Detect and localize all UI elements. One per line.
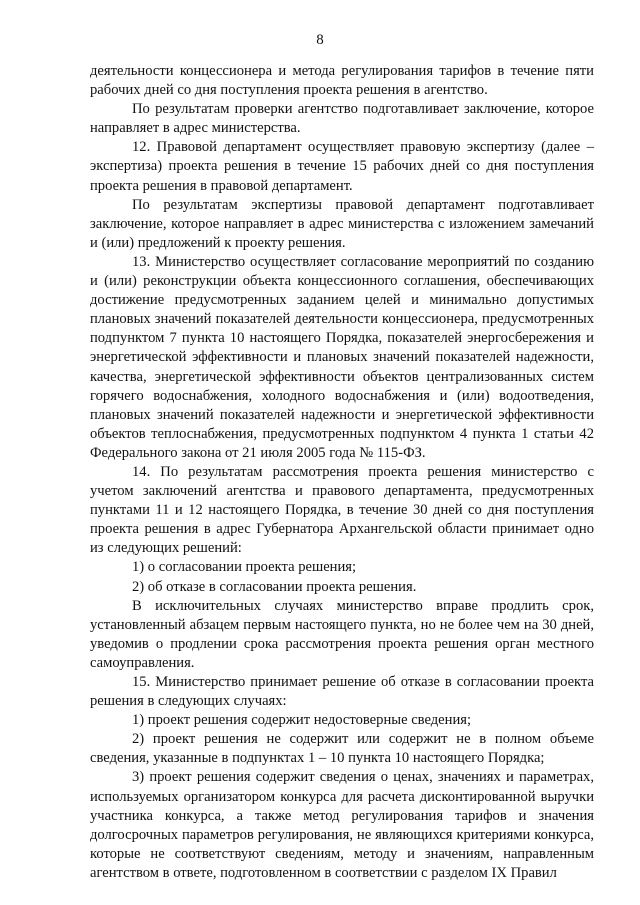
paragraph-item-14-option-2: 2) об отказе в согласовании проекта решения. (132, 578, 417, 595)
paragraph-legal-conclusion: По результатам экспертизы правовой департамент подготавливает заключение, которое направляет в адрес министерства с изложением замечаний и (или) предложений к проекту решения. (90, 196, 594, 251)
paragraph-continuation: деятельности концессионера и метода регулирования тарифов в течение пяти рабочих дней со дня поступления проекта решения в агентство. (90, 63, 594, 99)
paragraph-item-13: 13. Министерство осуществляет согласование мероприятий по созданию и (или) реконструкции объекта концессионного соглашения, обеспечивающих достижение предусмотренных заданием целей и минимально допустимых плановых значений показателей деятельности концессионера, предусмотренных подпунктом 7 пункта 10 настоящего Порядка, показателей энергосбережения и энергетической эффективности и плановых значений показателей надежности, качества, энергетической эффективности объектов централизованных систем горячего водоснабжения, холодного водоснабжения и (или) водоотведения, плановых значений показателей надежности и энергетической эффективности объектов теплоснабжения, предусмотренных подпунктом 4 пункта 1 статьи 42 Федерального закона от 21 июля 2005 года № 115-ФЗ. (90, 253, 594, 461)
paragraph-item-15-case-2: 2) проект решения не содержит или содержит не в полном объеме сведения, указанные в подпунктах 1 – 10 пункта 10 настоящего Порядка; (90, 731, 594, 767)
paragraph-agency-conclusion: По результатам проверки агентство подготавливает заключение, которое направляет в адрес министерства. (90, 101, 594, 137)
paragraph-item-15: 15. Министерство принимает решение об отказе в согласовании проекта решения в следующих случаях: (90, 674, 594, 710)
paragraph-item-14: 14. По результатам рассмотрения проекта решения министерство с учетом заключений агентства и правового департамента, предусмотренных пунктами 11 и 12 настоящего Порядка, в течение 30 дней со дня поступления проекта решения в адрес Губернатора Архангельской области принимает одно из следующих решений: (90, 463, 594, 557)
page-number: 8 (316, 32, 324, 48)
paragraph-item-14-option-1: 1) о согласовании проекта решения; (132, 559, 357, 576)
paragraph-item-15-case-1: 1) проект решения содержит недостоверные сведения; (132, 712, 472, 729)
paragraph-item-12: 12. Правовой департамент осуществляет правовую экспертизу (далее – экспертиза) проекта решения в течение 15 рабочих дней со дня поступления проекта решения в правовой департамент. (90, 139, 594, 194)
document-body (90, 62, 594, 883)
paragraph-extension: В исключительных случаях министерство вправе продлить срок, установленный абзацем первым настоящего пункта, но не более чем на 30 дней, уведомив о продлении срока рассмотрения проекта решения орган местного самоуправления. (90, 597, 594, 671)
paragraph-item-15-case-3: 3) проект решения содержит сведения о ценах, значениях и параметрах, используемых организатором конкурса для расчета дисконтированной выручки участника конкурса, а также метод регулирования тарифов и значения долгосрочных параметров регулирования, не являющихся критериями конкурса, которые не соответствуют сведениям, методу и значениям, направленным агентством в ответе, подготовленном в соответствии с разделом IX Правил (90, 769, 594, 881)
